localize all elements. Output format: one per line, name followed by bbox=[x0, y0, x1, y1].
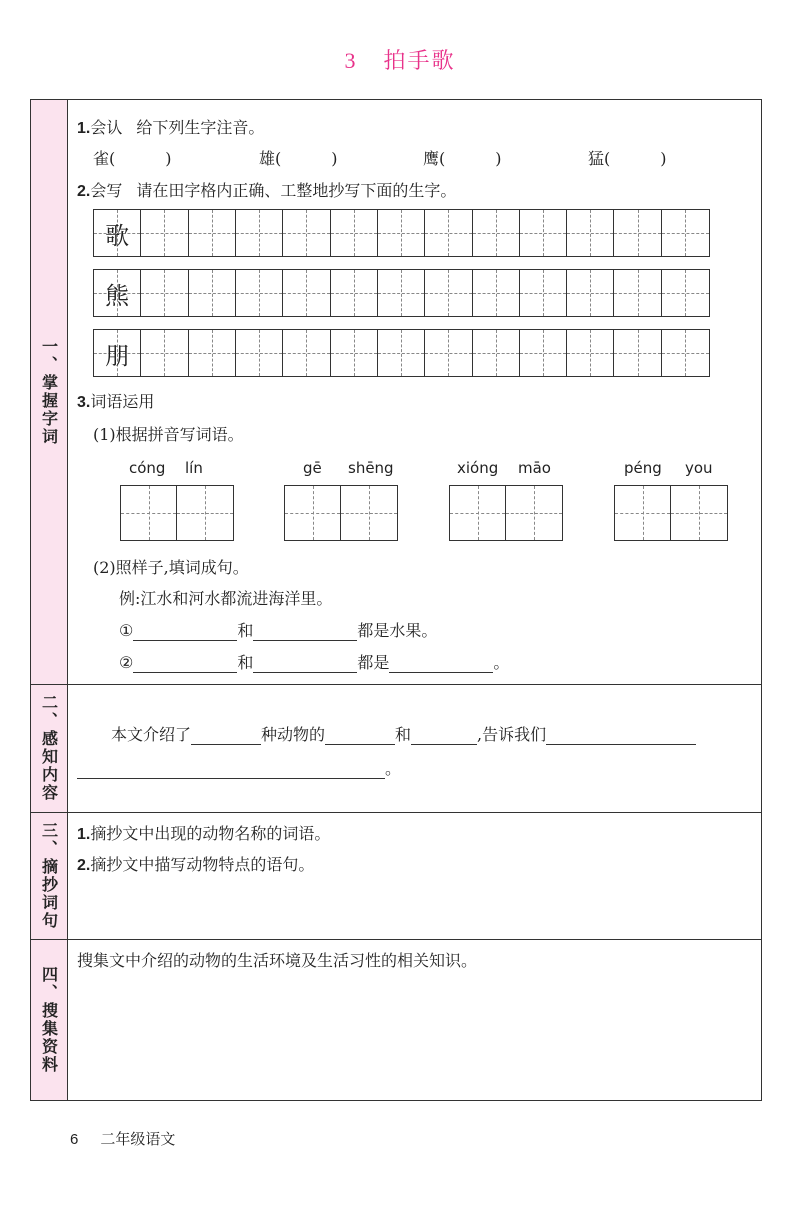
worksheet-frame bbox=[30, 99, 762, 1101]
section-label-3: 三、摘抄词句 bbox=[31, 812, 68, 939]
section-label-4: 四、搜集资料 bbox=[31, 939, 68, 1100]
pinyin: cóng bbox=[129, 459, 166, 477]
page-number: 6 bbox=[70, 1131, 79, 1148]
fill-line-1[interactable]: ① 和 都是水果。 bbox=[119, 621, 438, 640]
model-char: 熊 bbox=[105, 281, 130, 310]
q1-char-3: 鹰( ) bbox=[423, 149, 502, 168]
q1-char-4: 猛( ) bbox=[588, 149, 667, 168]
model-char: 朋 bbox=[105, 341, 130, 370]
q3-sub1: (1)根据拼音写词语。 bbox=[93, 425, 244, 444]
s3-item-2: 2.摘抄文中描写动物特点的语句。 bbox=[77, 855, 315, 874]
pinyin: lín bbox=[185, 459, 203, 477]
pinyin: xióng bbox=[457, 459, 499, 477]
writing-grid-row[interactable] bbox=[93, 269, 710, 317]
section-label-2: 二、感知内容 bbox=[31, 684, 68, 812]
answer-box[interactable] bbox=[614, 485, 728, 541]
q1-char-2: 雄( ) bbox=[259, 149, 338, 168]
section-label-1: 一、掌握字词 bbox=[31, 100, 68, 684]
page-title bbox=[0, 44, 800, 75]
page-footer bbox=[70, 1128, 175, 1149]
section-divider bbox=[31, 939, 761, 940]
s3-item-1: 1.摘抄文中出现的动物名称的词语。 bbox=[77, 824, 331, 843]
q2-heading: 2.会写 请在田字格内正确、工整地抄写下面的生字。 bbox=[77, 181, 457, 200]
s4-instruction: 搜集文中介绍的动物的生活环境及生活习性的相关知识。 bbox=[77, 951, 478, 970]
q1-heading: 1.会认 给下列生字注音。 bbox=[77, 118, 265, 137]
pinyin: you bbox=[685, 459, 713, 477]
book-name: 二年级语文 bbox=[100, 1130, 176, 1148]
lesson-title: 拍手歌 bbox=[383, 49, 456, 74]
lesson-number: 3 bbox=[344, 48, 358, 73]
q3-sub2: (2)照样子,填词成句。 bbox=[93, 558, 249, 577]
writing-grid-row[interactable] bbox=[93, 209, 710, 257]
q3-heading: 3.词语运用 bbox=[77, 392, 155, 411]
pinyin: shēng bbox=[348, 459, 394, 477]
section-divider bbox=[31, 812, 761, 813]
answer-box[interactable] bbox=[120, 485, 234, 541]
q1-char-1: 雀( ) bbox=[93, 149, 172, 168]
pinyin: māo bbox=[518, 459, 551, 477]
example-sentence: 例:江水和河水都流进海洋里。 bbox=[119, 589, 333, 608]
summary-line-1[interactable]: 本文介绍了 种动物的 和 ,告诉我们 bbox=[111, 722, 696, 745]
fill-line-2[interactable]: ② 和 都是 。 bbox=[119, 653, 510, 672]
writing-grid-row[interactable] bbox=[93, 329, 710, 377]
answer-box[interactable] bbox=[449, 485, 563, 541]
pinyin: gē bbox=[303, 459, 322, 477]
pinyin: péng bbox=[624, 459, 662, 477]
answer-box[interactable] bbox=[284, 485, 398, 541]
model-char: 歌 bbox=[105, 221, 130, 250]
summary-line-2[interactable]: 。 bbox=[77, 756, 401, 779]
section-divider bbox=[31, 684, 761, 685]
